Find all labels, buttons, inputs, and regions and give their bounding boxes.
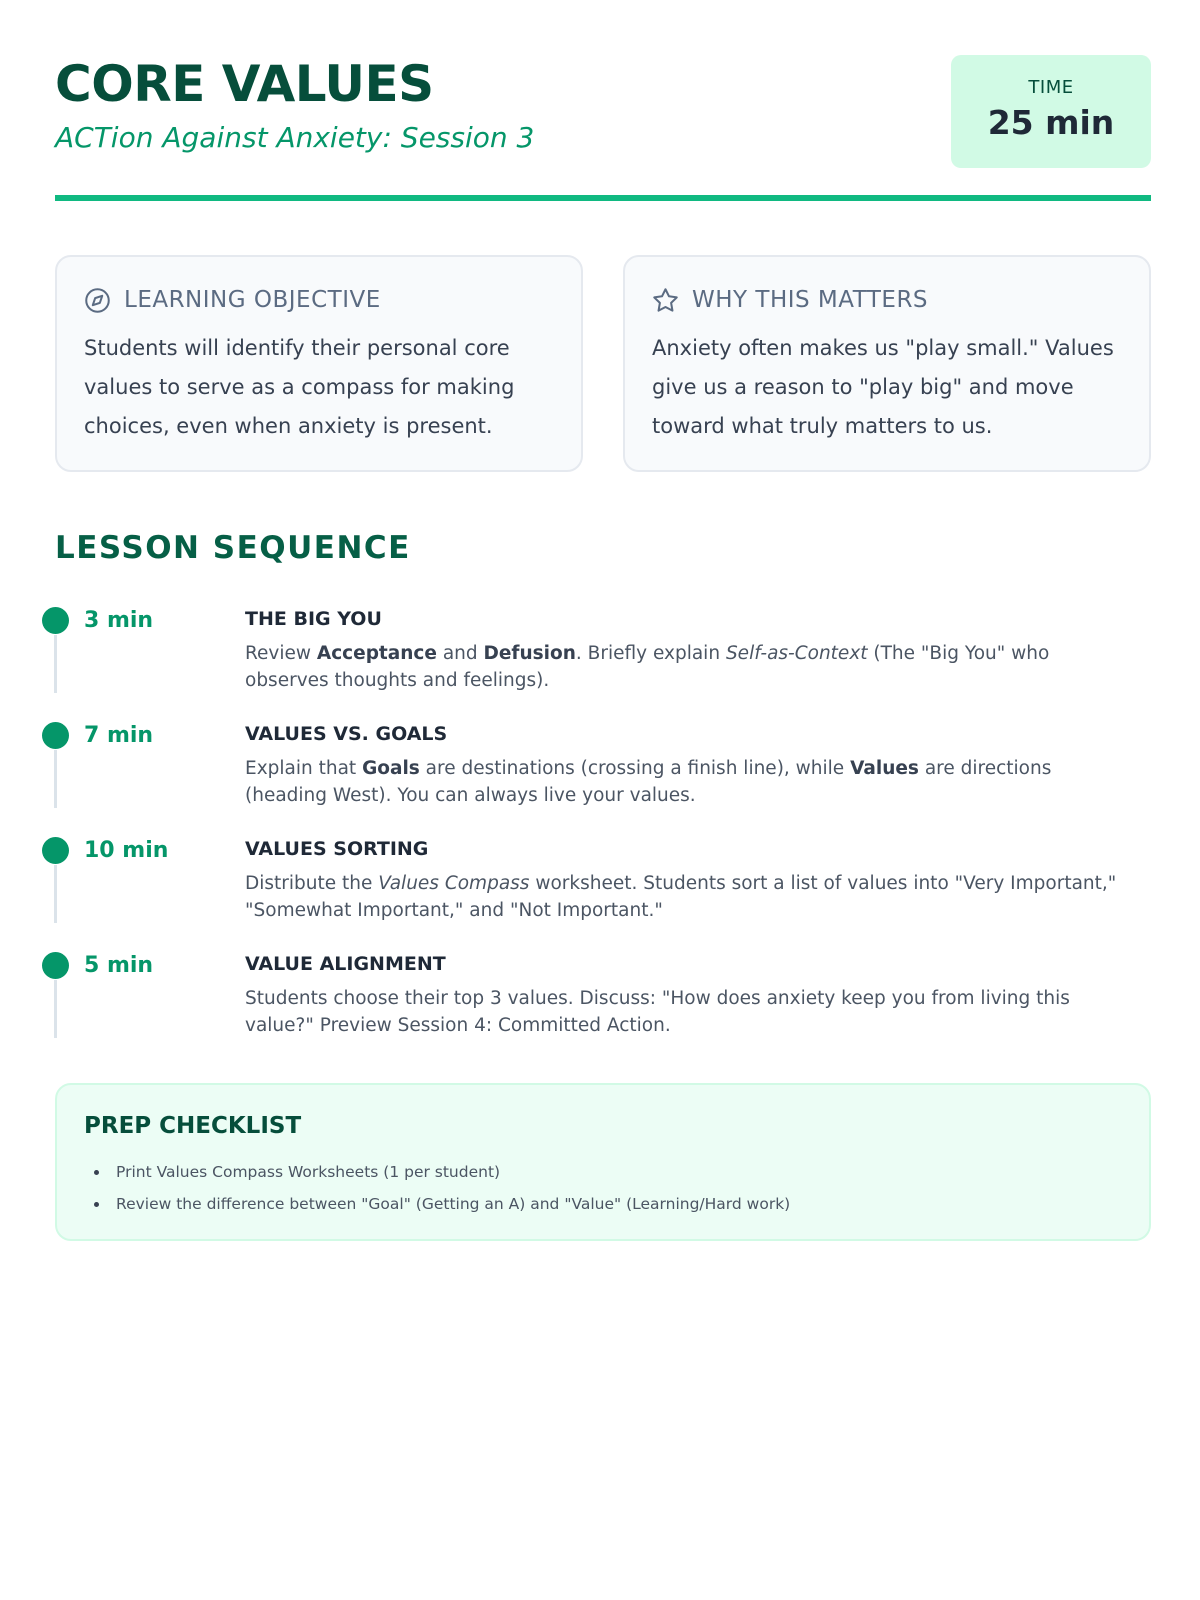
timeline-dot <box>42 837 69 864</box>
why-this-matters-header <box>652 285 928 315</box>
learning-objective-title: LEARNING OBJECTIVE <box>124 287 381 313</box>
timeline-dot <box>42 607 69 634</box>
why-this-matters-card <box>623 255 1151 472</box>
step-title: VALUE ALIGNMENT <box>245 953 446 975</box>
sequence-step <box>55 837 1151 943</box>
timeline-dot <box>42 952 69 979</box>
why-this-matters-title: WHY THIS MATTERS <box>692 287 929 313</box>
header-divider <box>55 195 1151 201</box>
step-description: Review Acceptance and Defusion. Briefly explain Self-as-Context (The "Big You" who observes thoughts and feelings). <box>245 643 1050 691</box>
step-title: VALUES VS. GOALS <box>245 723 448 745</box>
step-title: VALUES SORTING <box>245 838 429 860</box>
compass-icon <box>84 287 111 314</box>
star-icon <box>652 287 679 314</box>
step-description: Students choose their top 3 values. Discuss: "How does anxiety keep you from living this value?" Preview Session 4: Committed Action. <box>245 988 1070 1036</box>
list-item: Review the difference between "Goal" (Getting an A) and "Value" (Learning/Hard work) <box>90 1188 790 1220</box>
prep-checklist-list <box>90 1156 790 1220</box>
step-duration: 7 min <box>84 723 154 748</box>
header <box>55 55 1151 200</box>
step-duration: 10 min <box>84 838 169 863</box>
step-description: Explain that Goals are destinations (crossing a finish line), while Values are directions (heading West). You can always live your values. <box>245 758 1052 806</box>
time-label: TIME <box>1028 77 1074 98</box>
page-title: CORE VALUES <box>55 55 434 113</box>
why-this-matters-text: Anxiety often makes us "play small." Values give us a reason to "play big" and move toward what truly matters to us. <box>652 336 1114 438</box>
page-subtitle: ACTion Against Anxiety: Session 3 <box>55 121 535 154</box>
timeline-line <box>54 980 57 1038</box>
step-duration: 5 min <box>84 953 154 978</box>
timeline-line <box>54 635 57 693</box>
lesson-plan-page <box>55 0 1151 1600</box>
sequence-step <box>55 952 1151 1058</box>
learning-objective-header <box>84 285 381 315</box>
step-duration: 3 min <box>84 608 154 633</box>
sequence-step <box>55 722 1151 828</box>
timeline-line <box>54 865 57 923</box>
sequence-step <box>55 607 1151 713</box>
step-title: THE BIG YOU <box>245 608 382 630</box>
timeline-line <box>54 750 57 808</box>
learning-objective-card <box>55 255 583 472</box>
prep-checklist-title: PREP CHECKLIST <box>84 1113 302 1139</box>
learning-objective-text: Students will identify their personal core values to serve as a compass for making choices, even when anxiety is present. <box>84 336 515 438</box>
list-item: Print Values Compass Worksheets (1 per student) <box>90 1156 790 1188</box>
time-value: 25 min <box>987 103 1115 142</box>
timeline-dot <box>42 722 69 749</box>
time-badge <box>951 55 1151 168</box>
lesson-sequence-title: LESSON SEQUENCE <box>55 530 411 566</box>
prep-checklist <box>55 1083 1151 1241</box>
step-description: Distribute the Values Compass worksheet. Students sort a list of values into "Very Important," "Somewhat Important," and "Not Important." <box>245 873 1117 921</box>
